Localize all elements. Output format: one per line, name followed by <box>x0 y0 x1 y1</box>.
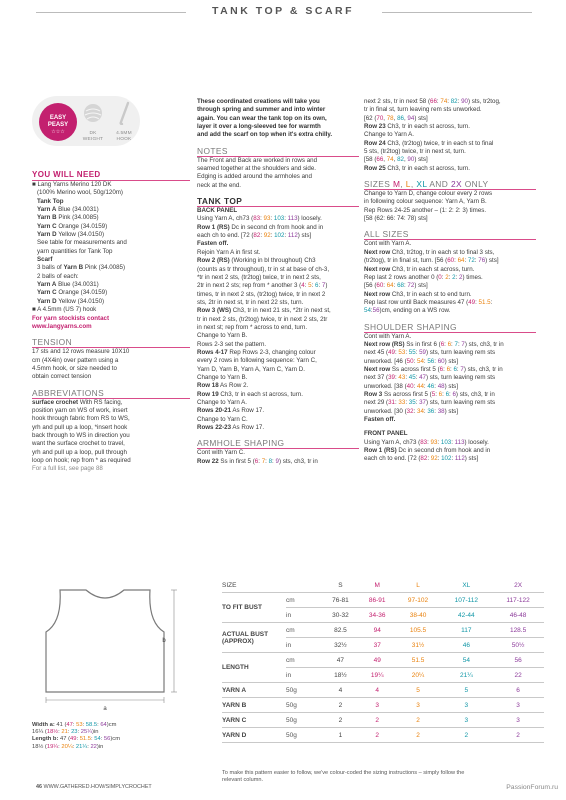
unit-weight: 50g <box>286 728 322 743</box>
table-cell: 1 <box>322 728 359 743</box>
sizes-line: in following colour sequence: Yarn A, Yarn B. <box>364 198 487 206</box>
table-cell: 54 <box>440 653 492 668</box>
row-19: Row 19 Ch3, tr in each st across, turn. <box>197 390 303 398</box>
dk-weight-badge <box>82 101 104 142</box>
length-label: b <box>162 638 166 644</box>
table-cell: 2 <box>396 728 441 743</box>
yarn-b-label: YARN B <box>222 698 286 713</box>
tension-heading: TENSION <box>32 337 73 348</box>
row-2-line: 2tr in next 2 sts; rep from * another 3 (4: 5: 6: 7) <box>197 282 328 290</box>
table-cell: 3 <box>492 698 544 713</box>
abbr-text: yrh and pull up a loop, *insert hook <box>32 423 128 431</box>
rep-line-cont: 54:56)cm, ending on a WS row. <box>364 307 451 315</box>
unit-weight: 50g <box>286 713 322 728</box>
you-will-need-heading: YOU WILL NEED <box>32 170 101 179</box>
unit-in: in <box>286 638 322 653</box>
sizes-heading: SIZES M, L, XL AND 2X ONLY <box>364 179 489 190</box>
shoulder-cont: next 29 (31: 33: 35: 37) sts, turn leaving rem sts <box>364 399 496 407</box>
abbreviations-heading: ABBREVIATIONS <box>32 387 105 398</box>
yarn-d-label: YARN D <box>222 728 286 743</box>
table-cell: 128.5 <box>492 623 544 638</box>
table-row <box>222 593 544 608</box>
table-cell: 2 <box>322 698 359 713</box>
actual-bust-label: ACTUAL BUST (APPROX) <box>222 623 286 653</box>
yarn-composition: (100% Merino wool, 50g/120m) <box>37 189 123 197</box>
yarn-item: Yarn A Blue (34.0031) <box>37 206 99 214</box>
table-cell: 117 <box>440 623 492 638</box>
row-23: Row 23 Ch3, tr in each st across, turn. <box>364 123 470 131</box>
table-cell: 32½ <box>322 638 359 653</box>
scarf-line: 2 balls of each: <box>37 272 79 280</box>
table-cell: 46 <box>440 638 492 653</box>
table-cell: 46-48 <box>492 608 544 623</box>
tension-text: 4.5mm hook, or size needed to <box>32 364 117 372</box>
rows-22-23: Rows 22-23 As Row 17. <box>197 424 265 432</box>
shoulder-cont: unworked. [46 (50: 54: 56: 60) sts] <box>364 357 458 365</box>
width-label: a <box>103 706 107 712</box>
table-cell: 49 <box>359 653 396 668</box>
fasten-off: Fasten off. <box>364 416 396 423</box>
table-cell: 94 <box>359 623 396 638</box>
table-cell: 3 <box>440 713 492 728</box>
yarn-ball-icon <box>82 101 104 125</box>
r-line: [62 (70, 78, 86, 94) sts] <box>364 114 428 122</box>
table-cell: 3 <box>396 698 441 713</box>
table-cell: 50½ <box>492 638 544 653</box>
front-row-1: Row 1 (RS) Dc in second ch from hook and in <box>364 447 491 455</box>
table-cell: 5 <box>396 683 441 698</box>
table-cell: 30-32 <box>322 608 359 623</box>
table-cell: 2 <box>322 713 359 728</box>
tension-text: cm (4X4in) over pattern using a <box>32 356 119 364</box>
size-2x: 2X <box>492 578 544 593</box>
svg-text:☆☆☆: ☆☆☆ <box>51 129 65 135</box>
table-cell: 22 <box>492 668 544 683</box>
table-cell: 56 <box>492 653 544 668</box>
row-3-line: in next st; rep from * across to end, turn. <box>197 323 308 331</box>
rejoin-line: Rejoin Yarn A in first st. <box>197 248 261 256</box>
size-l: L <box>396 578 441 593</box>
table-cell: 107-112 <box>440 593 492 608</box>
sizes-line: Rep Rows 24-25 another – (1: 2: 2: 3) times. <box>364 206 487 214</box>
row-25: Row 25 Ch3, tr in each st across, turn. <box>364 164 470 172</box>
table-cell: 3 <box>492 713 544 728</box>
row-18: Row 18 As Row 2. <box>197 382 249 390</box>
tank-top-heading: Tank Top <box>37 197 64 205</box>
table-cell: 5 <box>440 683 492 698</box>
front-panel-heading: FRONT PANEL <box>364 430 408 438</box>
tank-top-schematic <box>30 580 180 715</box>
abbr-text: want the surface crochet to travel, <box>32 440 125 448</box>
yarn-line: ■ Lang Yarns Merino 120 DK <box>32 181 112 188</box>
sizes-line: [58 (62: 66: 74: 78) sts] <box>364 215 428 223</box>
row-2: Row 2 (RS) (Working in bl throughout) Ch3 <box>197 257 316 265</box>
table-cell: 2 <box>359 713 396 728</box>
size-m: M <box>359 578 396 593</box>
stockists-link[interactable]: www.langyarns.com <box>32 322 92 330</box>
right-column <box>364 98 536 464</box>
table-cell: 38-40 <box>396 608 441 623</box>
abbr-text: back through to WS in direction you <box>32 431 130 439</box>
next-row-cont: (tr2tog), tr in final st, turn. [56 (60: 64: 72: 76) sts] <box>364 257 499 265</box>
scarf-line: 3 balls of Yarn B Pink (34.0085) <box>37 264 126 272</box>
yarn-item: Yarn D Yellow (34.0150) <box>37 297 105 305</box>
stockists-line: For yarn stockists contact <box>32 314 110 322</box>
row-2-line: sts, 2tr in next st, tr in next 22 sts, turn. <box>197 298 304 306</box>
table-row <box>222 713 544 728</box>
row-1: Row 1 (RS) Dc in second ch from hook and in <box>197 223 324 231</box>
table-cell: 3 <box>440 698 492 713</box>
middle-column <box>197 98 359 466</box>
width-cm: Width a: 41 (47: 53: 58.5: 64)cm <box>32 722 117 728</box>
table-row <box>222 623 544 638</box>
fit-bust-label: TO FIT BUST <box>222 593 286 623</box>
crochet-hook-icon <box>113 101 135 125</box>
yarn-item: Yarn C Orange (34.0159) <box>37 222 108 230</box>
peasy-text: PEASY <box>47 122 69 128</box>
table-row <box>222 683 544 698</box>
hook-line: ■ A 4.5mm (US 7) hook <box>32 306 97 314</box>
length-in: 18½ (19¼: 20¼: 21¼: 22)in <box>32 743 104 750</box>
table-cell: 2 <box>492 728 544 743</box>
tank-top-section: TANK TOP <box>197 196 243 207</box>
row-3-line: Rows 2-3 set the pattern. <box>197 340 267 348</box>
table-cell: 18½ <box>322 668 359 683</box>
hook-label: HOOK <box>116 136 132 142</box>
weight-label: WEIGHT <box>82 136 104 142</box>
row-3-line: tr in next 2 sts, (tr2tog) twice, tr in next 2 sts, 2tr <box>197 315 328 323</box>
table-cell: 82.5 <box>322 623 359 638</box>
table-cell: 105.5 <box>396 623 441 638</box>
next-row: Next row Ch3, tr in each st to end turn. <box>364 290 472 298</box>
table-cell: 3 <box>359 698 396 713</box>
unit-weight: 50g <box>286 698 322 713</box>
size-header: SIZE <box>222 578 286 593</box>
unit-in: in <box>286 668 322 683</box>
table-cell: 20¼ <box>396 668 441 683</box>
back-chain: Using Yarn A, ch73 (83: 93: 103: 113) loosely. <box>197 215 322 223</box>
change-yarn: Change to Yarn A. <box>364 131 414 139</box>
front-row-1-cont: each ch to end. [72 (82: 92: 102: 112) sts] <box>364 455 479 463</box>
next-row: Next row Ch3, tr2tog, tr in each st to final 3 sts, <box>364 248 495 256</box>
table-note: yarn quantities for Tank Top <box>37 247 113 255</box>
r-line: [58 (66, 74, 82, 90) sts] <box>364 156 428 164</box>
intro-text: These coordinated creations will take you through spring and summer and into winter again. You can wear the tank top on its own, layer it over a long-sleeved tee for warmth and add the scarf on top when it's extra chilly. <box>197 98 333 139</box>
next-row: Next row Ch3, tr in each st across, turn. <box>364 265 475 273</box>
row-3-shoulder: Row 3 Ss across first 5 (5: 6: 6: 6) sts, ch3, tr in <box>364 390 495 398</box>
abbr-text: loop on hook; rep from * as required <box>32 456 131 464</box>
page-number: 46 <box>36 784 42 790</box>
shoulder-cont: unworked. [30 (32: 34: 36: 38) sts] <box>364 407 458 415</box>
page-folio <box>36 784 152 790</box>
armhole-heading: ARMHOLE SHAPING <box>197 438 285 449</box>
site-url: WWW.GATHERED.HOW/SIMPLYCROCHET <box>43 784 152 790</box>
width-in: 16¼ (18½: 21: 23: 25¼)in <box>32 729 99 736</box>
table-cell: 34-36 <box>359 608 396 623</box>
table-cell: 4 <box>322 683 359 698</box>
rows-4-17-line: Change to Yarn B. <box>197 373 248 381</box>
table-cell: 2 <box>359 728 396 743</box>
yarn-item: Yarn D Yellow (34.0150) <box>37 231 105 239</box>
table-cell: 97-102 <box>396 593 441 608</box>
watermark: PassionForum.ru <box>506 784 558 791</box>
rep-line: Rep last row until Back measures 47 (49: 51.5: <box>364 298 493 306</box>
tension-text: 17 sts and 12 rows measure 10X10 <box>32 348 130 356</box>
table-row <box>222 728 544 743</box>
row-24-line: 5 sts, (tr2tog) twice, tr in next st, turn. <box>364 148 466 156</box>
table-cell: 117-122 <box>492 593 544 608</box>
shoulder-cont: unworked. [38 (40: 44: 46: 48) sts] <box>364 382 458 390</box>
front-chain: Using Yarn A, ch73 (83: 93: 103: 113) loosely. <box>364 438 489 446</box>
tank-top-outline <box>46 590 164 692</box>
count-line: [56 (60: 64: 68: 72) sts] <box>364 282 428 290</box>
yarn-item: Yarn A Blue (34.0031) <box>37 281 99 289</box>
notes-text: The Front and Back are worked in rows and seamed together at the shoulders and side. Edging is added around the armholes and neck at the end. <box>197 156 318 189</box>
change-yarn: Change to Yarn A. <box>197 399 247 406</box>
row-2-line: (counts as tr throughout), tr in st at base of ch-3, <box>197 265 330 273</box>
row-2-line: times, tr in next 2 sts, (tr2tog) twice, tr in next 2 <box>197 290 326 298</box>
full-list-note[interactable]: For a full list, see page 88 <box>32 465 103 473</box>
table-cell: 2 <box>440 728 492 743</box>
rows-4-17: Rows 4-17 Rep Rows 2-3, changing colour <box>197 348 316 356</box>
row-2-line: *tr in next 2 sts, (tr2tog) twice, tr in next 2 sts, <box>197 273 321 281</box>
table-row <box>222 698 544 713</box>
row-3-line: Change to Yarn B. <box>197 332 248 340</box>
length-cm: Length b: 47 (49: 51.5: 54: 56)cm <box>32 736 121 743</box>
rows-4-17-line: every 2 rows in following sequence: Yarn C, <box>197 357 317 365</box>
r-line: next 2 sts, tr in next 58 (66: 74: 82: 90) sts, tr2tog, <box>364 98 501 105</box>
table-cell: 51.5 <box>396 653 441 668</box>
unit-cm: cm <box>286 623 322 638</box>
size-xl: XL <box>440 578 492 593</box>
abbr-text: position yarn on WS of work, insert <box>32 406 128 414</box>
table-cell: 37 <box>359 638 396 653</box>
yarn-a-label: YARN A <box>222 683 286 698</box>
measurements-text <box>32 722 207 751</box>
size-s: S <box>322 578 359 593</box>
table-cell: 21¼ <box>440 668 492 683</box>
next-row-ss: Next row Ss across first 5 (6: 6: 6: 7) sts, ch3, tr in <box>364 365 503 373</box>
row-1-cont: each ch to end. [72 (82: 92: 102: 112) sts] <box>197 232 312 240</box>
length-label: LENGTH <box>222 653 286 683</box>
unit-weight: 50g <box>286 683 322 698</box>
fasten-off: Fasten off. <box>197 240 229 248</box>
scarf-heading: Scarf <box>37 256 53 264</box>
easy-text: EASY <box>49 115 67 121</box>
table-cell: 47 <box>322 653 359 668</box>
shoulder-heading: SHOULDER SHAPING <box>364 321 457 332</box>
rep-line: Rep last 2 rows another 0 (0: 2: 2: 2) times. <box>364 273 483 281</box>
rows-20-21: Rows 20-21 As Row 17. <box>197 407 265 415</box>
shoulder-cont: next 45 (49: 53: 55: 59) sts, turn leaving rem sts <box>364 349 496 357</box>
unit-cm: cm <box>286 653 322 668</box>
table-cell: 2 <box>396 713 441 728</box>
yarn-item: Yarn C Orange (34.0159) <box>37 289 108 297</box>
table-cell: 76-81 <box>322 593 359 608</box>
easy-peasy-icon <box>37 101 79 143</box>
back-panel-heading: BACK PANEL <box>197 207 238 215</box>
row-22: Row 22 Ss in first 5 (6: 7: 8: 9) sts, ch3, tr in <box>197 457 318 465</box>
all-line: Cont with Yarn A. <box>364 240 412 248</box>
abbr-text: surface crochet With RS facing, <box>32 398 123 406</box>
easy-peasy-badge <box>37 101 79 143</box>
sizes-line: Change to Yarn D, change colour every 2 rows <box>364 190 493 198</box>
change-yarn: Change to Yarn C. <box>197 415 248 423</box>
dk-label: DK <box>89 131 97 136</box>
notes-heading: NOTES <box>197 145 228 156</box>
row-3: Row 3 (WS) Ch3, tr in next 21 sts, *2tr in next st, <box>197 307 331 315</box>
table-cell: 86-91 <box>359 593 396 608</box>
size-table <box>222 578 544 743</box>
unit-in: in <box>286 608 322 623</box>
table-cell: 6 <box>492 683 544 698</box>
rows-4-17-line: Yarn D, Yarn B, Yarn A, Yarn C, Yarn D. <box>197 365 305 373</box>
r-line: tr in final st, turn leaving rem sts unworked. <box>364 106 482 114</box>
table-cell: 19¼ <box>359 668 396 683</box>
shoulder-line: Cont with Yarn A. <box>364 332 412 340</box>
row-24: Row 24 Ch3, (tr2tog) twice, tr in each st to final <box>364 139 494 147</box>
shoulder-cont: next 37 (39: 43: 45: 47) sts, turn leaving rem sts <box>364 374 496 382</box>
table-footnote: To make this pattern easier to follow, we've colour-coded the sizing instructions – simply follow the relevant column. <box>222 770 465 784</box>
abbr-text: hook through fabric from RS to WS, <box>32 415 130 423</box>
hook-size-label: 4.5MM <box>116 131 132 136</box>
table-cell: 4 <box>359 683 396 698</box>
hook-badge <box>113 101 135 142</box>
yarn-item: Yarn B Pink (34.0085) <box>37 214 99 222</box>
table-cell: 31½ <box>396 638 441 653</box>
page-title: TANK TOP & SCARF <box>211 5 355 17</box>
header-rule-right <box>382 12 532 13</box>
tank-top-yarns <box>32 206 190 306</box>
left-column <box>32 170 190 474</box>
table-cell: 42-44 <box>440 608 492 623</box>
table-row <box>222 653 544 668</box>
unit-cm: cm <box>286 593 322 608</box>
all-sizes-heading: ALL SIZES <box>364 229 409 240</box>
next-row-rs: Next row (RS) Ss in first 6 (6: 6: 7: 7) sts, ch3, tr in <box>364 340 504 348</box>
yarn-c-label: YARN C <box>222 713 286 728</box>
abbr-text: yrh and pull up a loop, pull through <box>32 448 127 456</box>
tension-text: obtain correct tension <box>32 373 92 381</box>
table-head-row <box>222 578 544 593</box>
armhole-line: Cont with Yarn C. <box>197 449 245 457</box>
table-note: See table for measurements and <box>37 239 127 247</box>
